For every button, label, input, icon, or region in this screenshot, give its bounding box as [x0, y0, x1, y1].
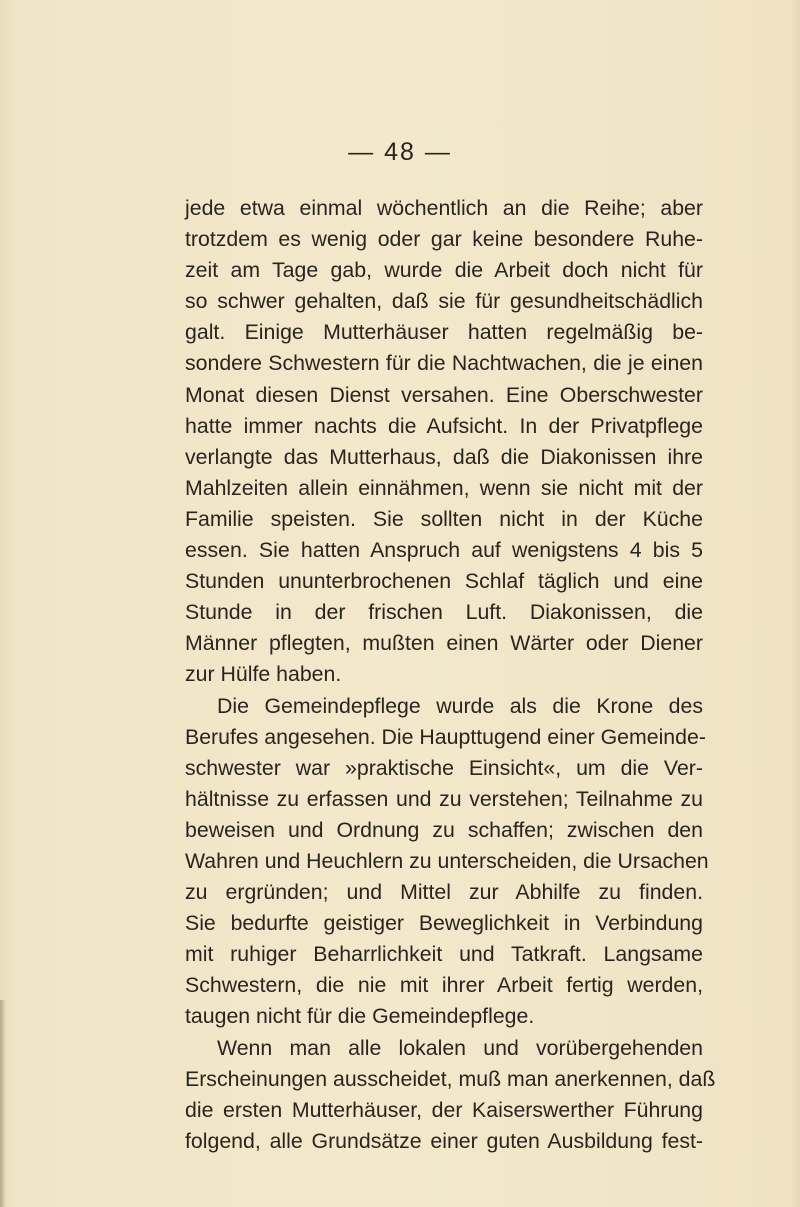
text-line: zu ergründen; und Mittel zur Abhilfe zu finden.	[185, 880, 703, 905]
text-line: sondere Schwestern für die Nachtwachen, die je einen	[185, 351, 703, 376]
text-line: trotzdem es wenig oder gar keine besondere Ruhe-	[185, 227, 703, 252]
paragraph-start-line: Wenn man alle lokalen und vorübergehenden	[217, 1035, 703, 1060]
text-line: Monat diesen Dienst versahen. Eine Oberschwester	[185, 382, 703, 407]
text-line: Sie bedurfte geistiger Beweglichkeit in Verbindung	[185, 911, 703, 936]
text-line: galt. Einige Mutterhäuser hatten regelmäßig be-	[185, 320, 703, 345]
text-line: hatte immer nachts die Aufsicht. In der Privatpflege	[185, 413, 703, 438]
text-line: folgend, alle Grundsätze einer guten Ausbildung fest-	[185, 1128, 703, 1153]
text-line: Erscheinungen ausscheidet, muß man anerkennen, daß	[185, 1066, 716, 1091]
text-line: Mahlzeiten allein einnähmen, wenn sie nicht mit der	[185, 475, 703, 500]
text-line: Stunde in der frischen Luft. Diakonissen, die	[185, 600, 703, 625]
text-line: essen. Sie hatten Anspruch auf wenigstens 4 bis 5	[185, 538, 703, 563]
text-line: beweisen und Ordnung zu schaffen; zwischen den	[185, 817, 703, 842]
paragraph-end-line: zur Hülfe haben.	[185, 662, 342, 687]
paragraph-end-line: taugen nicht für die Gemeindepflege.	[185, 1004, 535, 1029]
text-line: jede etwa einmal wöchentlich an die Reihe; aber	[185, 196, 703, 220]
text-line: mit ruhiger Beharrlichkeit und Tatkraft. Langsame	[185, 942, 703, 967]
text-line: Familie speisten. Sie sollten nicht in der Küche	[185, 506, 703, 531]
text-line: Wahren und Heuchlern zu unterscheiden, die Ursachen	[185, 848, 709, 873]
paragraph-start-line: Die Gemeindepflege wurde als die Krone des	[217, 693, 703, 718]
text-line: so schwer gehalten, daß sie für gesundheitschädlich	[185, 289, 703, 314]
text-line: die ersten Mutterhäuser, der Kaiserswerther Führung	[185, 1097, 703, 1122]
text-line: Männer pflegten, mußten einen Wärter oder Diener	[185, 631, 703, 656]
text-line: Schwestern, die nie mit ihrer Arbeit fertig werden,	[185, 973, 703, 998]
page-number: — 48 —	[348, 138, 452, 166]
text-line: zeit am Tage gab, wurde die Arbeit doch nicht für	[185, 258, 703, 283]
body-text	[185, 193, 716, 1157]
text-line: Berufes angesehen. Die Haupttugend einer Gemeinde-	[185, 724, 706, 749]
text-line: schwester war »praktische Einsicht«, um die Ver-	[185, 755, 703, 780]
text-line: verlangte das Mutterhaus, daß die Diakonissen ihre	[185, 444, 703, 469]
text-line: Stunden ununterbrochenen Schlaf täglich und eine	[185, 569, 703, 594]
page-edge-shadow	[0, 1000, 6, 1207]
text-line: hältnisse zu erfassen und zu verstehen; Teilnahme zu	[185, 786, 703, 811]
